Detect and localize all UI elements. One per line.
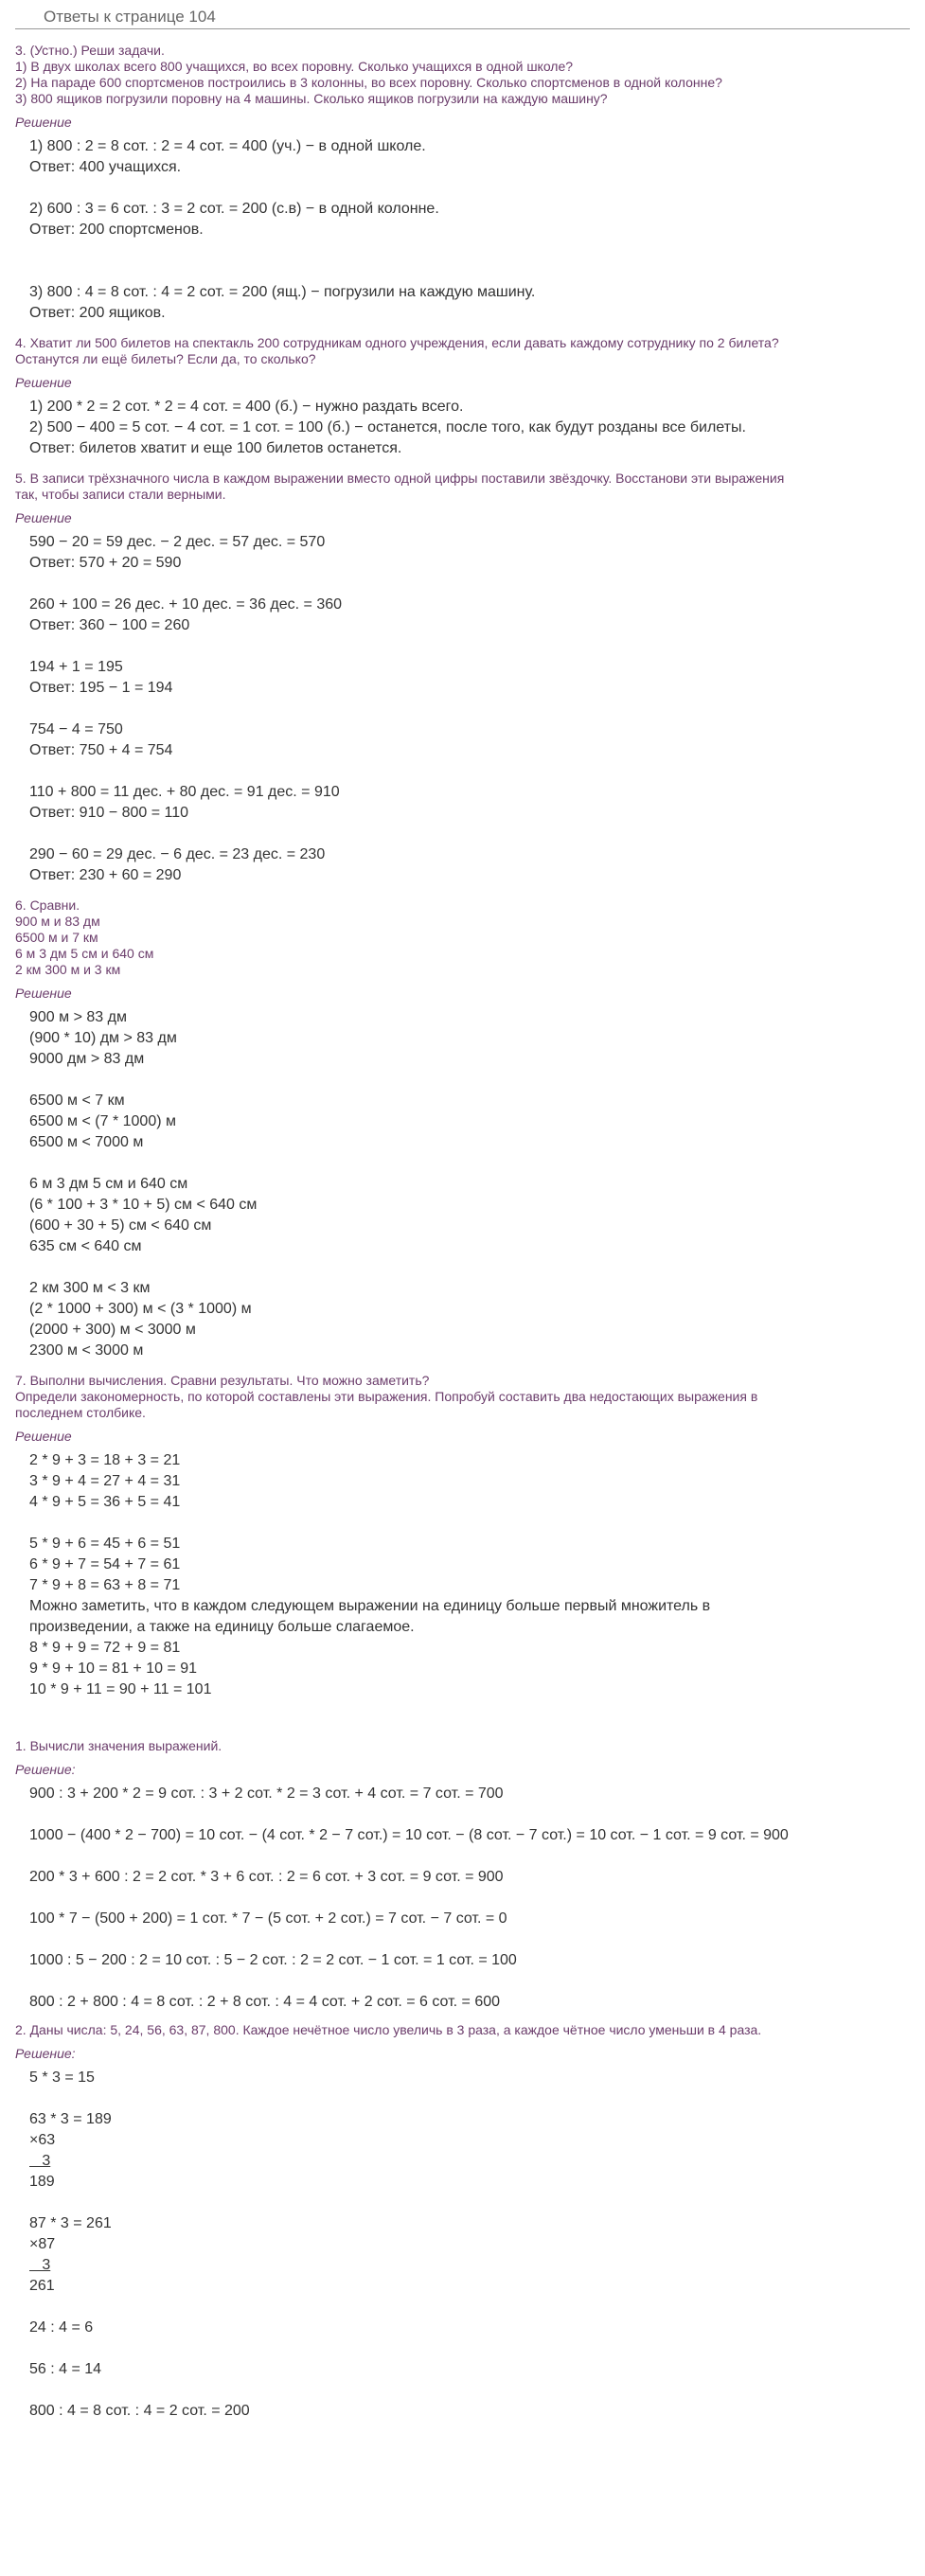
task-6-question xyxy=(15,897,910,978)
task-line: 900 м и 83 дм xyxy=(15,914,100,929)
answer-line: Ответ: 750 + 4 = 754 xyxy=(29,742,173,758)
answer-line: 56 : 4 = 14 xyxy=(29,2361,102,2377)
answer-line: (2000 + 300) м < 3000 м xyxy=(29,1322,196,1338)
answer-line: (900 * 10) дм > 83 дм xyxy=(29,1030,177,1046)
answer-line: 635 см < 640 см xyxy=(29,1238,142,1254)
solution-label: Решение: xyxy=(15,2046,76,2061)
answer-line: 7 * 9 + 8 = 63 + 8 = 71 xyxy=(29,1577,181,1593)
answer-line: 2) 500 − 400 = 5 сот. − 4 сот. = 1 сот. = 100 (б.) − останется, после того, как будут розданы все билеты. xyxy=(29,419,746,435)
task-2-answer xyxy=(15,2068,910,2422)
task-line: 1. Вычисли значения выражений. xyxy=(15,1738,222,1753)
task-1-answer xyxy=(15,1784,910,2013)
answer-line: 2300 м < 3000 м xyxy=(29,1342,144,1359)
answer-line: 8 * 9 + 9 = 72 + 9 = 81 xyxy=(29,1640,181,1656)
answer-line: Ответ: 910 − 800 = 110 xyxy=(29,805,189,821)
task-line: 1) В двух школах всего 800 учащихся, во всех поровну. Сколько учащихся в одной школе? xyxy=(15,59,574,74)
task-4-question xyxy=(15,335,910,367)
answer-line: 200 * 3 + 600 : 2 = 2 сот. * 3 + 6 сот. : 2 = 6 сот. + 3 сот. = 9 сот. = 900 xyxy=(29,1869,504,1885)
answer-line: 63 * 3 = 189 xyxy=(29,2111,112,2127)
answer-line: 9000 дм > 83 дм xyxy=(29,1051,145,1067)
answer-line: 6500 м < (7 * 1000) м xyxy=(29,1113,176,1129)
solution-label: Решение: xyxy=(15,1762,76,1777)
answer-line: (2 * 1000 + 300) м < (3 * 1000) м xyxy=(29,1301,252,1317)
task-line: Определи закономерность, по которой составлены эти выражения. Попробуй составить два недостающих выражения в xyxy=(15,1389,758,1404)
column-multiplication-line: 3 xyxy=(29,2153,51,2169)
answer-line: Ответ: 570 + 20 = 590 xyxy=(29,555,182,571)
task-line: последнем столбике. xyxy=(15,1405,146,1420)
task-line: 6 м 3 дм 5 см и 640 см xyxy=(15,946,154,961)
answer-line: 10 * 9 + 11 = 90 + 11 = 101 xyxy=(29,1681,212,1697)
answer-line: 754 − 4 = 750 xyxy=(29,721,123,737)
task-5-question xyxy=(15,471,910,503)
answer-line: 9 * 9 + 10 = 81 + 10 = 91 xyxy=(29,1661,198,1677)
answer-line: 260 + 100 = 26 дес. + 10 дес. = 36 дес. = 360 xyxy=(29,596,343,613)
answer-line: 1) 800 : 2 = 8 сот. : 2 = 4 сот. = 400 (уч.) − в одной школе. xyxy=(29,138,426,154)
answer-line: 194 + 1 = 195 xyxy=(29,659,123,675)
column-multiplication-result: 261 xyxy=(29,2278,55,2294)
task-3-answer xyxy=(15,136,910,324)
answer-line: 5 * 9 + 6 = 45 + 6 = 51 xyxy=(29,1536,181,1552)
answer-line: произведении, а также на единицу больше слагаемое. xyxy=(29,1619,415,1635)
answer-line: 100 * 7 − (500 + 200) = 1 сот. * 7 − (5 сот. + 2 сот.) = 7 сот. − 7 сот. = 0 xyxy=(29,1910,507,1927)
task-line: так, чтобы записи стали верными. xyxy=(15,487,226,502)
solution-label: Решение xyxy=(15,375,72,390)
answer-line: 87 * 3 = 261 xyxy=(29,2215,112,2231)
answer-line: 800 : 4 = 8 сот. : 4 = 2 сот. = 200 xyxy=(29,2403,250,2419)
answer-line: Ответ: 200 ящиков. xyxy=(29,305,166,321)
task-4-answer xyxy=(15,397,910,459)
task-line: 6500 м и 7 км xyxy=(15,930,98,945)
column-multiplication-result: 189 xyxy=(29,2174,55,2190)
answer-line: 6500 м < 7000 м xyxy=(29,1134,144,1150)
answer-line: Ответ: 195 − 1 = 194 xyxy=(29,680,173,696)
solution-label: Решение xyxy=(15,115,72,130)
answer-line: 1) 200 * 2 = 2 сот. * 2 = 4 сот. = 400 (б.) − нужно раздать всего. xyxy=(29,399,464,415)
answer-line: Ответ: билетов хватит и еще 100 билетов останется. xyxy=(29,440,402,456)
task-line: 3) 800 ящиков погрузили поровну на 4 машины. Сколько ящиков погрузили на каждую машину? xyxy=(15,91,608,106)
task-2-question xyxy=(15,2022,910,2038)
task-1-question xyxy=(15,1738,910,1754)
answer-line: 590 − 20 = 59 дес. − 2 дес. = 57 дес. = 570 xyxy=(29,534,326,550)
answer-line: 3 * 9 + 4 = 27 + 4 = 31 xyxy=(29,1473,181,1489)
answer-line: (600 + 30 + 5) см < 640 см xyxy=(29,1217,212,1234)
answer-line: 5 * 3 = 15 xyxy=(29,2070,95,2086)
task-7-answer xyxy=(15,1450,910,1700)
solution-label: Решение xyxy=(15,986,72,1001)
task-line: 3. (Устно.) Реши задачи. xyxy=(15,43,165,58)
task-line: 4. Хватит ли 500 билетов на спектакль 200 сотрудникам одного учреждения, если давать каждому сотруднику по 2 билета? xyxy=(15,335,779,350)
answer-line: 2 км 300 м < 3 км xyxy=(29,1280,151,1296)
answer-line: 900 м > 83 дм xyxy=(29,1009,127,1025)
task-6-answer xyxy=(15,1007,910,1361)
answer-line: 110 + 800 = 11 дес. + 80 дес. = 91 дес. = 910 xyxy=(29,784,340,800)
page-title: Ответы к странице 104 xyxy=(44,8,216,26)
answer-line: 290 − 60 = 29 дес. − 6 дес. = 23 дес. = 230 xyxy=(29,846,326,862)
answer-line: 4 * 9 + 5 = 36 + 5 = 41 xyxy=(29,1494,181,1510)
answer-line: Ответ: 400 учащихся. xyxy=(29,159,182,175)
answer-line: 1000 − (400 * 2 − 700) = 10 сот. − (4 сот. * 2 − 7 сот.) = 10 сот. − (8 сот. − 7 сот.) = 10 сот. − 1 сот. = 9 сот. = 900 xyxy=(29,1827,789,1843)
answer-line: 6500 м < 7 км xyxy=(29,1093,125,1109)
answer-line: 3) 800 : 4 = 8 сот. : 4 = 2 сот. = 200 (ящ.) − погрузили на каждую машину. xyxy=(29,284,536,300)
task-line: 2) На параде 600 спортсменов построились в 3 колонны, во всех поровну. Сколько спортсменов в одной колонне? xyxy=(15,75,722,90)
task-3-question xyxy=(15,43,910,107)
answer-line: 1000 : 5 − 200 : 2 = 10 сот. : 5 − 2 сот. : 2 = 2 сот. − 1 сот. = 1 сот. = 100 xyxy=(29,1952,517,1968)
task-5-answer xyxy=(15,532,910,886)
answer-line: 800 : 2 + 800 : 4 = 8 сот. : 2 + 8 сот. : 4 = 4 сот. + 2 сот. = 6 сот. = 600 xyxy=(29,1994,501,2010)
task-line: Останутся ли ещё билеты? Если да, то сколько? xyxy=(15,351,316,366)
page-header xyxy=(15,6,910,29)
answer-line: 900 : 3 + 200 * 2 = 9 сот. : 3 + 2 сот. * 2 = 3 сот. + 4 сот. = 7 сот. = 700 xyxy=(29,1785,504,1802)
task-line: 6. Сравни. xyxy=(15,897,80,913)
page xyxy=(15,0,910,2422)
answer-line: 24 : 4 = 6 xyxy=(29,2319,94,2336)
answer-line: 6 * 9 + 7 = 54 + 7 = 61 xyxy=(29,1556,181,1572)
answer-line: 2 * 9 + 3 = 18 + 3 = 21 xyxy=(29,1452,181,1468)
answer-line: Можно заметить, что в каждом следующем выражении на единицу больше первый множитель в xyxy=(29,1598,711,1614)
column-multiplication-line: ×63 xyxy=(29,2132,56,2148)
task-line: 5. В записи трёхзначного числа в каждом выражении вместо одной цифры поставили звёздочку. Восстанови эти выражения xyxy=(15,471,785,486)
column-multiplication-line: 3 xyxy=(29,2257,51,2273)
task-line: 7. Выполни вычисления. Сравни результаты. Что можно заметить? xyxy=(15,1373,430,1388)
answer-line: Ответ: 200 спортсменов. xyxy=(29,222,204,238)
answer-line: Ответ: 230 + 60 = 290 xyxy=(29,867,182,883)
task-7-question xyxy=(15,1373,910,1421)
column-multiplication-line: ×87 xyxy=(29,2236,56,2252)
task-line: 2 км 300 м и 3 км xyxy=(15,962,121,977)
answer-line: (6 * 100 + 3 * 10 + 5) см < 640 см xyxy=(29,1197,258,1213)
answer-line: Ответ: 360 − 100 = 260 xyxy=(29,617,190,633)
answer-line: 2) 600 : 3 = 6 сот. : 3 = 2 сот. = 200 (с.в) − в одной колонне. xyxy=(29,201,439,217)
solution-label: Решение xyxy=(15,510,72,525)
task-line: 2. Даны числа: 5, 24, 56, 63, 87, 800. Каждое нечётное число увеличь в 3 раза, а каждое чётное число уменьши в 4 раза. xyxy=(15,2022,762,2037)
solution-label: Решение xyxy=(15,1429,72,1444)
answer-line: 6 м 3 дм 5 см и 640 см xyxy=(29,1176,188,1192)
